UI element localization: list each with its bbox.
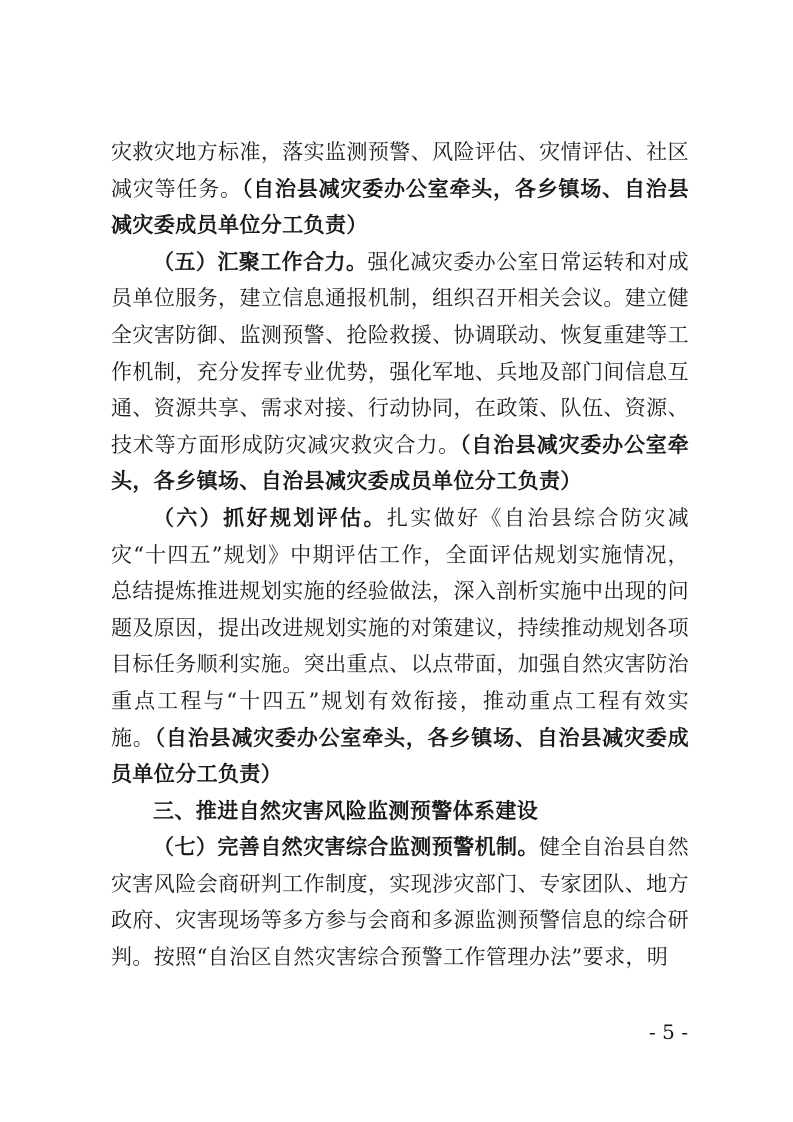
paragraph-text: 强化减灾委办公室日常运转和对成员单位服务，建立信息通报机制，组织召开相关会议。建立健全灾害防御、监测预警、抢险救援、协调联动、恢复重建等工作机制，充分发挥专业优势，强化军地、兵地及部门间信息互通、资源共享、需求对接、行动协同，在政策、队伍、资源、技术等方面形成防灾减灾救灾合力。	[111, 249, 690, 457]
section-lead-5: （五）汇聚工作合力。	[153, 248, 368, 274]
page-number: - 5 -	[649, 1020, 688, 1044]
paragraph-continued	[111, 134, 689, 244]
paragraph-text: 扎实做好《自治县综合防灾减灾“十四五”规划》中期评估工作，全面评估规划实施情况，总结提炼推进规划实施的经验做法，深入剖析实施中出现的问题及原因，提出改进规划实施的对策建议，持续推动规划各项目标任务顺利实施。突出重点、以点带面，加强自然灾害防治重点工程与“十四五”规划有效衔接，推动重点工程有效实施。	[111, 505, 690, 750]
responsibility-note: （自治县减灾委办公室牵头，各乡镇场、自治县减灾委成员单位分工负责）	[111, 175, 689, 238]
section-heading-3: 三、推进自然灾害风险监测预警体系建设	[153, 798, 539, 823]
paragraph-6	[111, 500, 689, 793]
responsibility-note: （自治县减灾委办公室牵头，各乡镇场、自治县减灾委成员单位分工负责）	[111, 724, 689, 787]
section-lead-6: （六）抓好规划评估。	[153, 504, 387, 530]
section-lead-7: （七）完善自然灾害综合监测预警机制。	[153, 834, 539, 860]
paragraph-7	[111, 829, 689, 975]
paragraph-5	[111, 244, 689, 500]
paragraph-text: 灾救灾地方标准，落实监测预警、风险评估、灾情评估、社区减灾等任务。	[111, 140, 689, 201]
paragraph-text: 健全自治县自然灾害风险会商研判工作制度，实现涉灾部门、专家团队、地方政府、灾害现场等多方参与会商和多源监测预警信息的综合研判。按照“自治区自然灾害综合预警工作管理办法”要求，明	[111, 835, 689, 970]
document-body	[111, 134, 689, 976]
responsibility-note: （自治县减灾委办公室牵头，各乡镇场、自治县减灾委成员单位分工负责）	[111, 431, 689, 494]
